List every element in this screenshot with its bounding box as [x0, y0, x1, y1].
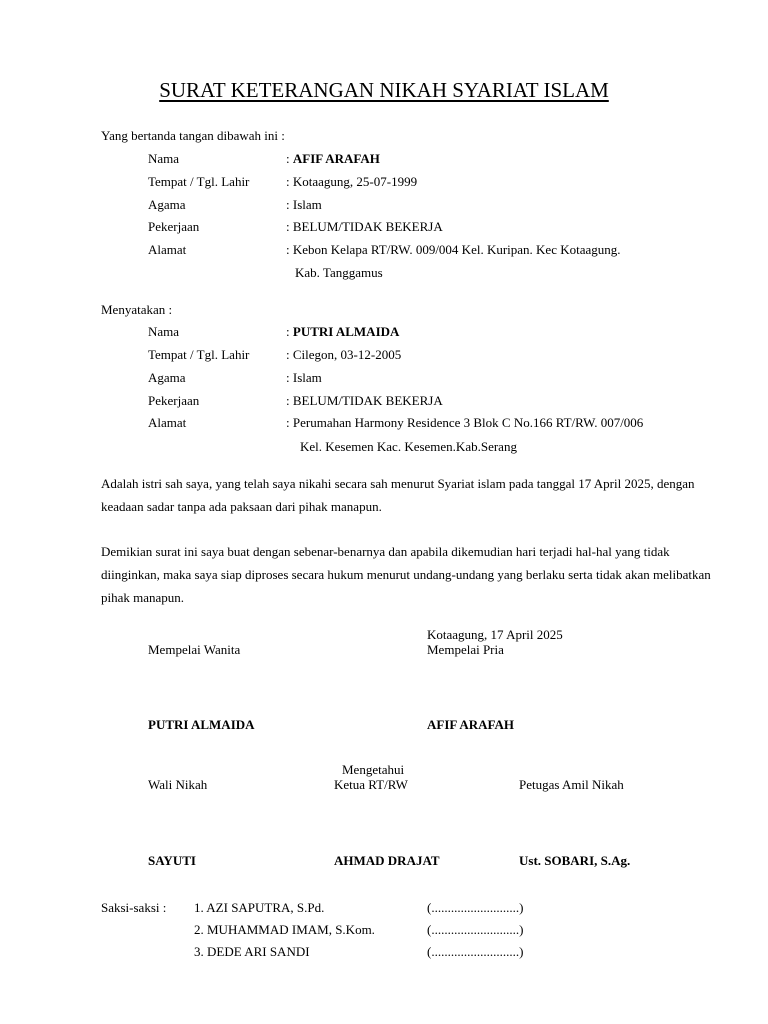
intro-text: Yang bertanda tangan dibawah ini :	[101, 128, 285, 143]
groom-name: AFIF ARAFAH	[292, 151, 380, 166]
acknowledged-label: Mengetahui	[342, 762, 405, 777]
bride-signature-label: Mempelai Wanita	[148, 642, 241, 657]
groom-religion-label: Agama	[148, 197, 186, 212]
bride-name-value: : PUTRI ALMAIDA	[286, 324, 400, 339]
place-date: Kotaagung, 17 April 2025	[427, 627, 563, 642]
statement-label: Menyatakan :	[101, 302, 173, 317]
witness-1-signature: (...........................)	[427, 900, 524, 915]
bride-name-label: Nama	[148, 324, 180, 339]
groom-job-label: Pekerjaan	[148, 219, 200, 234]
groom-signature-name: AFIF ARAFAH	[427, 717, 515, 732]
groom-name-value: : AFIF ARAFAH	[286, 151, 380, 166]
groom-signature-label: Mempelai Pria	[427, 642, 504, 657]
witnesses-label: Saksi-saksi :	[101, 900, 167, 915]
bride-job-value: : BELUM/TIDAK BEKERJA	[286, 393, 443, 408]
closing-paragraph: Demikian surat ini saya buat dengan sebenar-benarnya dan apabila dikemudian hari terjadi hal-hal yang tidak diinginkan, maka saya siap diproses secara hukum menurut undang-undang yang berlaku serta tidak akan melibatkan pihak manapun.	[101, 544, 711, 605]
groom-address-label: Alamat	[148, 242, 187, 257]
bride-birth-label: Tempat / Tgl. Lahir	[148, 347, 250, 362]
bride-address-value: : Perumahan Harmony Residence 3 Blok C No.166 RT/RW. 007/006	[286, 415, 644, 430]
bride-signature-name: PUTRI ALMAIDA	[148, 717, 255, 732]
bride-name: PUTRI ALMAIDA	[292, 324, 400, 339]
bride-religion-label: Agama	[148, 370, 186, 385]
guardian-label: Wali Nikah	[148, 777, 208, 792]
groom-religion-value: : Islam	[286, 197, 322, 212]
bride-religion-value: : Islam	[286, 370, 322, 385]
bride-address-label: Alamat	[148, 415, 187, 430]
officer-name: Ust. SOBARI, S.Ag.	[519, 853, 631, 868]
groom-name-label: Nama	[148, 151, 180, 166]
officer-label: Petugas Amil Nikah	[519, 777, 624, 792]
witness-2-signature: (...........................)	[427, 922, 524, 937]
document-title: SURAT KETERANGAN NIKAH SYARIAT ISLAM	[159, 78, 609, 102]
groom-job-value: : BELUM/TIDAK BEKERJA	[286, 219, 443, 234]
groom-birth-label: Tempat / Tgl. Lahir	[148, 174, 250, 189]
witness-1-name: 1. AZI SAPUTRA, S.Pd.	[194, 900, 325, 915]
rtrw-head-name: AHMAD DRAJAT	[334, 853, 440, 868]
declaration-paragraph: Adalah istri sah saya, yang telah saya nikahi secara sah menurut Syariat islam pada tanggal 17 April 2025, dengan keadaan sadar tanpa ada paksaan dari pihak manapun.	[101, 476, 695, 514]
bride-address-continued: Kel. Kesemen Kac. Kesemen.Kab.Serang	[300, 439, 517, 454]
groom-birth-value: : Kotaagung, 25-07-1999	[286, 174, 418, 189]
witness-2-name: 2. MUHAMMAD IMAM, S.Kom.	[194, 922, 375, 937]
witness-3-signature: (...........................)	[427, 944, 524, 959]
groom-address-value: : Kebon Kelapa RT/RW. 009/004 Kel. Kuripan. Kec Kotaagung.	[286, 242, 621, 257]
bride-birth-value: : Cilegon, 03-12-2005	[286, 347, 402, 362]
rtrw-head-label: Ketua RT/RW	[334, 777, 408, 792]
witness-3-name: 3. DEDE ARI SANDI	[194, 944, 310, 959]
bride-job-label: Pekerjaan	[148, 393, 200, 408]
guardian-name: SAYUTI	[148, 853, 196, 868]
groom-address-continued: Kab. Tanggamus	[295, 265, 383, 280]
